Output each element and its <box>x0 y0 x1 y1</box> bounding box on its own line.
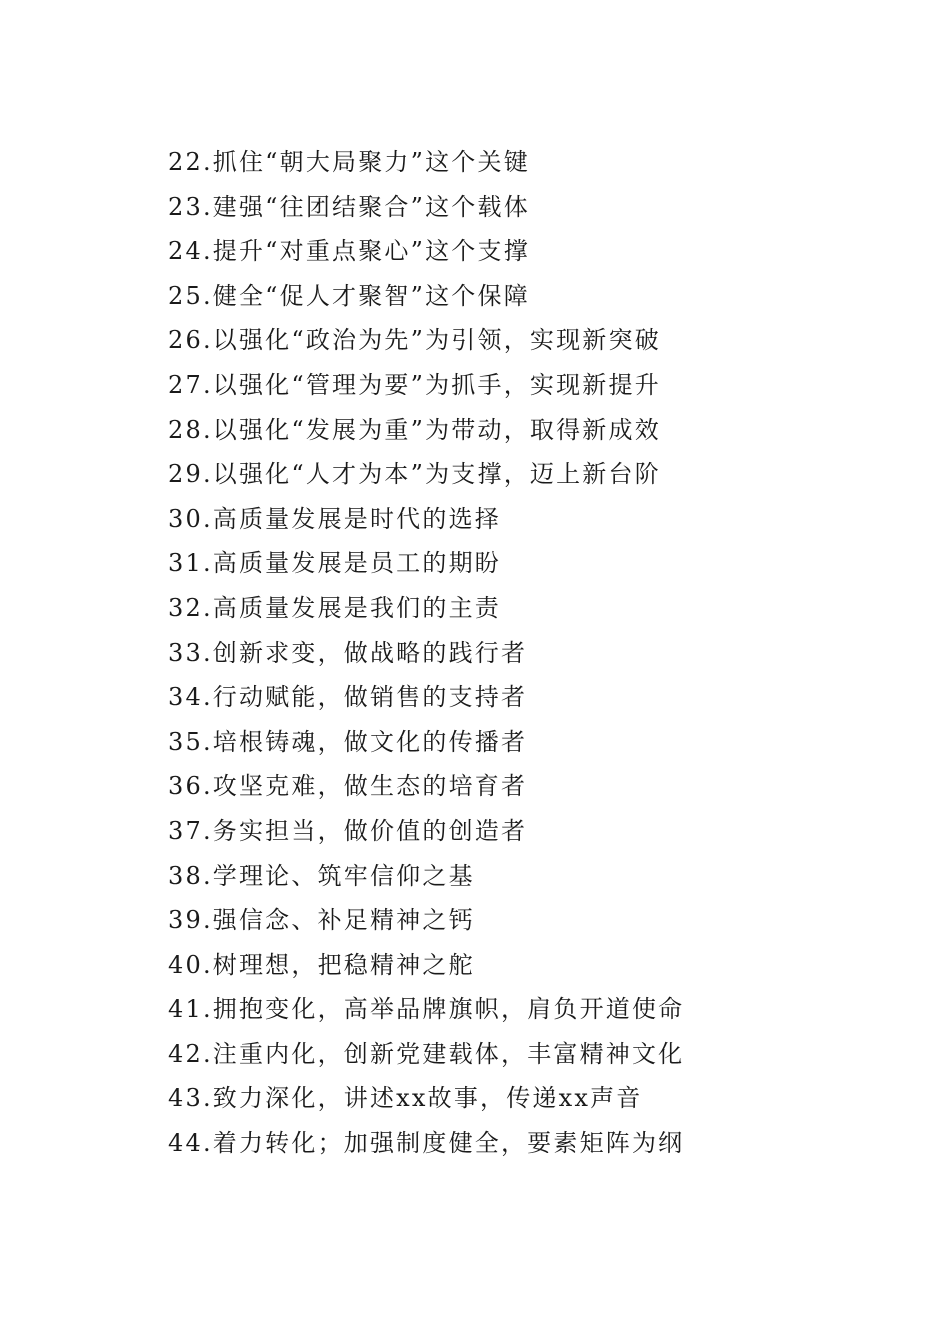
list-item: 23.建强“往团结聚合”这个载体 <box>168 192 530 221</box>
slogan-list <box>168 140 684 1166</box>
list-item: 34.行动赋能，做销售的支持者 <box>168 683 528 712</box>
list-item: 41.拥抱变化，高举品牌旗帜，肩负开道使命 <box>168 995 685 1024</box>
list-item: 43.致力深化，讲述xx故事，传递xx声音 <box>168 1084 643 1113</box>
list-item: 30.高质量发展是时代的选择 <box>168 504 501 533</box>
list-item: 31.高质量发展是员工的期盼 <box>168 549 501 578</box>
list-item: 37.务实担当，做价值的创造者 <box>168 816 528 845</box>
list-item: 33.创新求变，做战略的践行者 <box>168 638 528 667</box>
list-item: 22.抓住“朝大局聚力”这个关键 <box>168 148 530 176</box>
list-item: 29.以强化“人才为本”为支撑，迈上新台阶 <box>168 460 661 489</box>
list-item: 28.以强化“发展为重”为带动，取得新成效 <box>168 415 661 444</box>
list-item: 25.健全“促人才聚智”这个保障 <box>168 281 530 310</box>
list-item: 38.学理论、筑牢信仰之基 <box>168 861 475 890</box>
list-item: 26.以强化“政治为先”为引领，实现新突破 <box>168 326 661 355</box>
list-item: 24.提升“对重点聚心”这个支撑 <box>168 237 530 266</box>
list-item: 27.以强化“管理为要”为抓手，实现新提升 <box>168 370 661 399</box>
list-item: 35.培根铸魂，做文化的传播者 <box>168 727 528 756</box>
list-item: 36.攻坚克难，做生态的培育者 <box>168 772 528 801</box>
list-item: 32.高质量发展是我们的主责 <box>168 593 501 622</box>
list-item: 40.树理想，把稳精神之舵 <box>168 950 475 979</box>
list-item: 44.着力转化；加强制度健全，要素矩阵为纲 <box>168 1129 685 1158</box>
list-item: 39.强信念、补足精神之钙 <box>168 906 475 935</box>
list-item: 42.注重内化，创新党建载体，丰富精神文化 <box>168 1039 685 1068</box>
